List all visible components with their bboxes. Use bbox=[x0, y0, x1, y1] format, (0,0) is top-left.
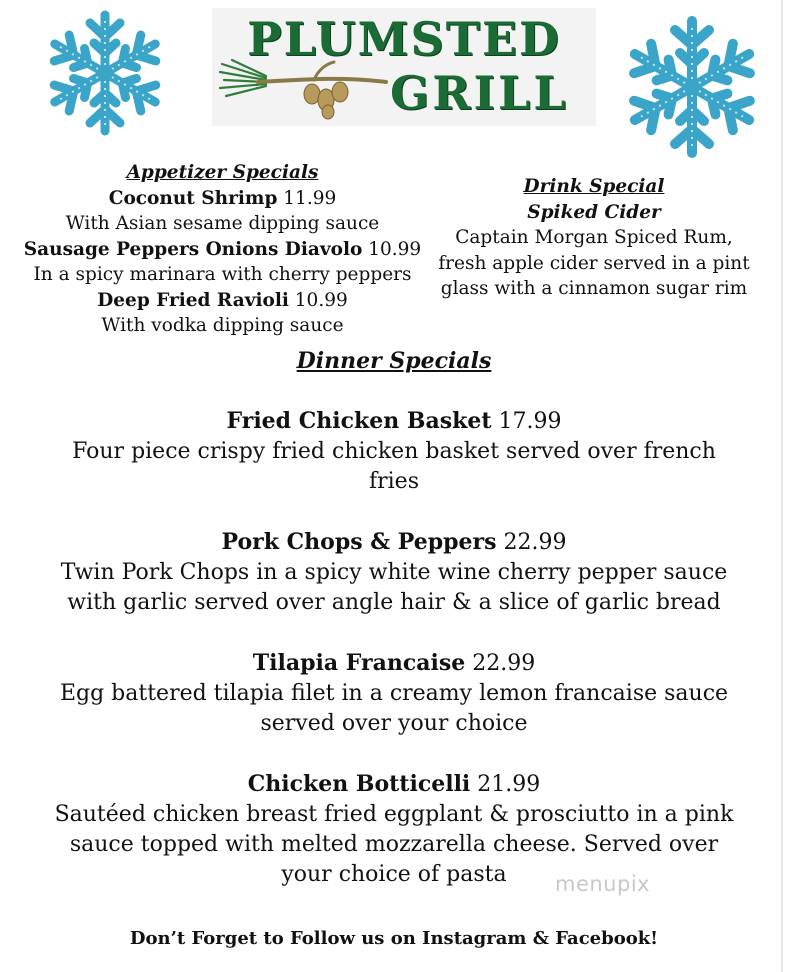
appetizer-item-price: 11.99 bbox=[283, 187, 337, 209]
social-follow-footer: Don’t Forget to Follow us on Instagram & Facebook! bbox=[129, 928, 659, 949]
appetizer-specials-title: Appetizer Specials bbox=[126, 162, 319, 183]
appetizer-specials-section bbox=[20, 160, 425, 339]
dinner-item-price: 22.99 bbox=[472, 651, 536, 676]
dinner-item-name: Tilapia Francaise bbox=[252, 650, 466, 676]
dinner-item bbox=[40, 406, 748, 497]
dinner-specials-section bbox=[40, 346, 748, 890]
dinner-item-description-line: with garlic served over angle hair & a slice of garlic bread bbox=[67, 590, 721, 615]
dinner-item-price: 21.99 bbox=[477, 772, 541, 797]
dinner-item-price: 22.99 bbox=[503, 530, 567, 555]
appetizer-item bbox=[20, 288, 425, 314]
pine-branch-icon bbox=[218, 54, 390, 120]
appetizer-item-name: Coconut Shrimp bbox=[108, 187, 278, 209]
appetizer-item bbox=[20, 186, 425, 212]
logo-title-line2: GRILL bbox=[390, 66, 569, 120]
snowflake-left-icon bbox=[38, 8, 172, 138]
snowflake-right-icon bbox=[618, 12, 766, 162]
dinner-item bbox=[40, 648, 748, 739]
appetizer-item-description: With Asian sesame dipping sauce bbox=[65, 213, 380, 234]
appetizer-item-description: In a spicy marinara with cherry peppers bbox=[33, 264, 412, 285]
dinner-item-name: Fried Chicken Basket bbox=[226, 408, 492, 434]
dinner-item-description-line: Twin Pork Chops in a spicy white wine cherry pepper sauce bbox=[60, 560, 728, 585]
drink-description-line: fresh apple cider served in a pint bbox=[438, 252, 750, 274]
watermark: menupix bbox=[555, 872, 651, 896]
restaurant-logo bbox=[212, 8, 596, 126]
drink-description-line: glass with a cinnamon sugar rim bbox=[440, 278, 748, 299]
appetizer-item-name: Deep Fried Ravioli bbox=[97, 289, 289, 311]
dinner-item-description-line: Egg battered tilapia filet in a creamy lemon francaise sauce bbox=[59, 681, 729, 706]
dinner-item-description-line: Four piece crispy fried chicken basket served over french bbox=[72, 439, 716, 464]
dinner-item-name: Chicken Botticelli bbox=[247, 771, 471, 797]
drink-special-title: Drink Special bbox=[523, 176, 665, 197]
dinner-item bbox=[40, 527, 748, 618]
dinner-item-description-line: served over your choice bbox=[260, 711, 528, 736]
logo-title-line1: PLUMSTED bbox=[247, 12, 561, 66]
drink-name: Spiked Cider bbox=[527, 201, 661, 223]
appetizer-item-name: Sausage Peppers Onions Diavolo bbox=[23, 238, 363, 260]
appetizer-item-price: 10.99 bbox=[368, 238, 422, 260]
dinner-item-price: 17.99 bbox=[498, 409, 562, 434]
dinner-item-description-line: sauce topped with melted mozzarella cheese. Served over bbox=[69, 832, 719, 857]
appetizer-item-price: 10.99 bbox=[294, 289, 348, 311]
dinner-item-description-line: Sautéed chicken breast fried eggplant & prosciutto in a pink bbox=[54, 802, 734, 827]
appetizer-item-description: With vodka dipping sauce bbox=[101, 315, 344, 336]
dinner-item-description-line: your choice of pasta bbox=[281, 862, 507, 887]
dinner-item-name: Pork Chops & Peppers bbox=[221, 529, 497, 555]
drink-description-line: Captain Morgan Spiced Rum, bbox=[455, 227, 733, 248]
appetizer-item bbox=[20, 237, 425, 263]
drink-special-section bbox=[438, 174, 750, 302]
dinner-specials-title: Dinner Specials bbox=[296, 348, 492, 374]
dinner-item-description-line: fries bbox=[368, 469, 419, 494]
